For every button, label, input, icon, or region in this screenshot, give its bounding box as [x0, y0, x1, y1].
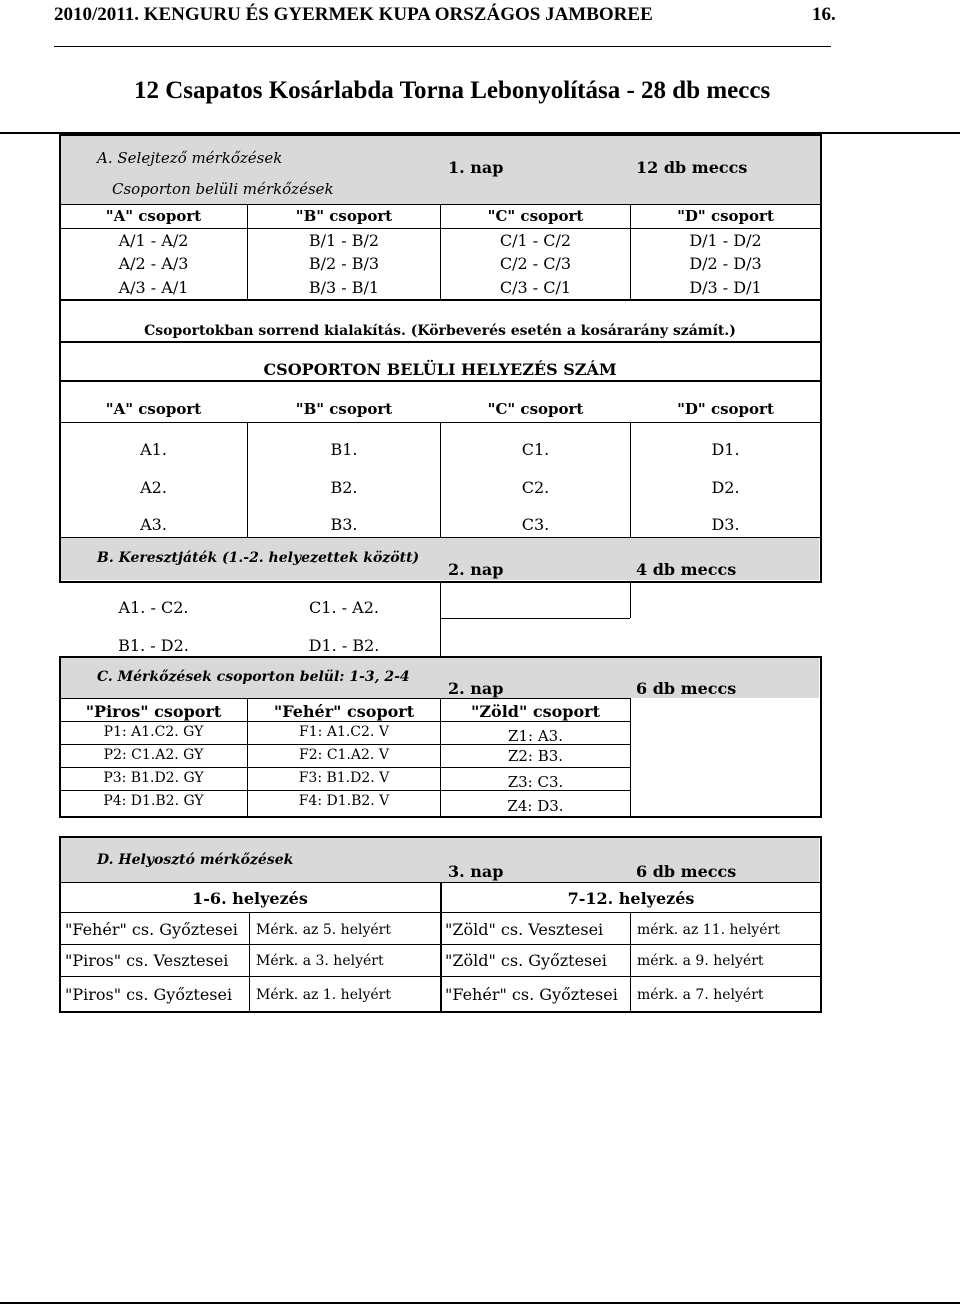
section-c-count: 6 db meccs: [636, 679, 737, 698]
section-b-day: 2. nap: [448, 560, 504, 579]
group-header-b: "B" csoport: [295, 207, 393, 225]
ranking-header-a: "A" csoport: [105, 400, 202, 418]
match-cell: D/3 - D/1: [689, 278, 762, 297]
placement-match: Mérk. a 3. helyért: [256, 953, 384, 969]
rank-cell: D3.: [711, 515, 740, 534]
ranking-header-d: "D" csoport: [677, 400, 774, 418]
section-a-label: A. Selejtező mérkőzések: [97, 149, 283, 167]
ranking-header-c: "C" csoport: [487, 400, 584, 418]
placement-team: "Fehér" cs. Győztesei: [65, 920, 238, 939]
section-a-day: 1. nap: [448, 158, 504, 177]
section-a-count: 12 db meccs: [636, 158, 748, 177]
match-cell: C/2 - C/3: [499, 254, 572, 273]
feher-cell: F3: B1.D2. V: [298, 770, 390, 786]
feher-cell: F2: C1.A2. V: [299, 747, 389, 763]
group-header-d: "D" csoport: [677, 207, 774, 225]
rank-cell: A3.: [140, 515, 167, 534]
match-cell: B/1 - B/2: [308, 231, 380, 250]
rank-cell: B3.: [330, 515, 358, 534]
match-cell: A/1 - A/2: [118, 231, 189, 250]
section-a-sublabel: Csoporton belüli mérkőzések: [112, 180, 334, 198]
rank-cell: A2.: [140, 478, 167, 497]
piros-cell: P1: A1.C2. GY: [103, 724, 204, 740]
section-d-day: 3. nap: [448, 862, 504, 881]
rank-cell: B1.: [330, 440, 358, 459]
section-b-label: B. Keresztjáték (1.-2. helyezettek között): [97, 550, 420, 566]
rank-cell: D1.: [711, 440, 740, 459]
piros-cell: P2: C1.A2. GY: [103, 747, 204, 763]
match-cell: B/3 - B/1: [308, 278, 380, 297]
cross-match: D1. - B2.: [308, 636, 380, 655]
placement-match: Mérk. az 1. helyért: [256, 987, 391, 1003]
match-cell: B/2 - B/3: [308, 254, 380, 273]
zold-cell: Z2: B3.: [507, 747, 564, 765]
page-title: 12 Csapatos Kosárlabda Torna Lebonyolítása - 28 db meccs: [134, 77, 771, 104]
ranking-title: CSOPORTON BELÜLI HELYEZÉS SZÁM: [263, 360, 617, 379]
section-d-count: 6 db meccs: [636, 862, 737, 881]
piros-cell: P3: B1.D2. GY: [103, 770, 204, 786]
placement-team: "Piros" cs. Győztesei: [65, 985, 233, 1004]
cross-match: A1. - C2.: [118, 598, 189, 617]
placement-team: "Piros" cs. Vesztesei: [65, 951, 229, 970]
cross-match: C1. - A2.: [309, 598, 379, 617]
header-left: 2010/2011. KENGURU ÉS GYERMEK KUPA ORSZÁGOS JAMBOREE: [54, 4, 653, 25]
group-header-zold: "Zöld" csoport: [471, 702, 600, 721]
placement-match: mérk. a 9. helyért: [637, 953, 764, 969]
placement-match: mérk. az 11. helyért: [637, 922, 780, 938]
footer-rule: [0, 1302, 960, 1304]
cross-match: B1. - D2.: [118, 636, 189, 655]
rank-cell: C1.: [521, 440, 550, 459]
header-rule: [54, 46, 831, 47]
match-cell: D/1 - D/2: [689, 231, 762, 250]
match-cell: C/1 - C/2: [499, 231, 572, 250]
rank-cell: A1.: [140, 440, 167, 459]
match-cell: D/2 - D/3: [689, 254, 762, 273]
section-d-left-title: 1-6. helyezés: [192, 889, 308, 908]
rank-cell: C3.: [521, 515, 550, 534]
zold-cell: Z4: D3.: [507, 797, 564, 815]
feher-cell: F4: D1.B2. V: [298, 793, 390, 809]
section-d-label: D. Helyosztó mérkőzések: [97, 852, 294, 868]
section-c-day: 2. nap: [448, 679, 504, 698]
section-a-note: Csoportokban sorrend kialakítás. (Körbeverés esetén a kosárarány számít.): [144, 323, 736, 339]
section-b-count: 4 db meccs: [636, 560, 737, 579]
rank-cell: D2.: [711, 478, 740, 497]
ranking-header-b: "B" csoport: [295, 400, 393, 418]
section-c-label: C. Mérkőzések csoporton belül: 1-3, 2-4: [97, 669, 410, 685]
group-header-a: "A" csoport: [105, 207, 202, 225]
group-header-c: "C" csoport: [487, 207, 584, 225]
piros-cell: P4: D1.B2. GY: [103, 793, 204, 809]
placement-match: Mérk. az 5. helyért: [256, 922, 391, 938]
match-cell: A/3 - A/1: [118, 278, 189, 297]
rank-cell: C2.: [521, 478, 550, 497]
placement-team: "Zöld" cs. Győztesei: [445, 951, 607, 970]
header-right: 16.: [812, 4, 836, 25]
placement-team: "Zöld" cs. Vesztesei: [445, 920, 604, 939]
match-cell: A/2 - A/3: [118, 254, 189, 273]
placement-match: mérk. a 7. helyért: [637, 987, 764, 1003]
section-d-right-title: 7-12. helyezés: [567, 889, 695, 908]
zold-cell: Z1: A3.: [508, 727, 563, 745]
group-header-piros: "Piros" csoport: [85, 702, 222, 721]
match-cell: C/3 - C/1: [499, 278, 572, 297]
zold-cell: Z3: C3.: [507, 773, 564, 791]
group-header-feher: "Fehér" csoport: [273, 702, 415, 721]
feher-cell: F1: A1.C2. V: [299, 724, 389, 740]
placement-team: "Fehér" cs. Győztesei: [445, 985, 618, 1004]
rank-cell: B2.: [330, 478, 358, 497]
